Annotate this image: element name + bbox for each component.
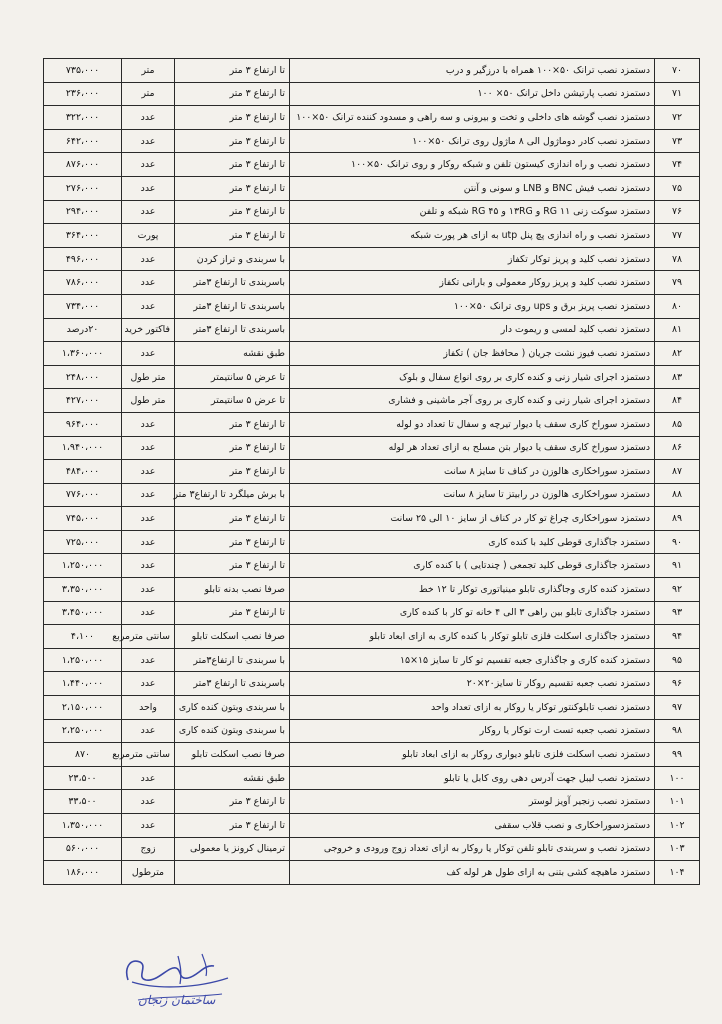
row-unit: عدد [122,271,175,295]
table-row [44,389,700,413]
row-description: دستمزد سوراخکاری هالوزن در رابیتز تا سایز ۸ سانت [290,483,655,507]
row-price: ۱،۴۴۰،۰۰۰ [44,672,122,696]
row-price: ۱،۳۵۰،۰۰۰ [44,814,122,838]
row-unit: مترطول [122,861,175,885]
row-description: دستمزد اجرای شیار زنی و کنده کاری بر روی آجر ماشینی و فشاری [290,389,655,413]
row-condition: تا ارتفاع ۳ متر [175,153,290,177]
table-row [44,530,700,554]
row-description: دستمزد سوکت زنی ۱۱ RG و ۱۳RG و ۴۵ RG شبکه و تلفن [290,200,655,224]
row-number: ۷۳ [655,129,700,153]
table-row [44,648,700,672]
row-unit: عدد [122,507,175,531]
row-condition: با سربندی وبتون کنده کاری [175,719,290,743]
row-number: ۸۸ [655,483,700,507]
row-unit: عدد [122,176,175,200]
table-row [44,766,700,790]
handwritten-signature [118,938,238,1024]
row-price: ۱۸۶،۰۰۰ [44,861,122,885]
table-row [44,342,700,366]
row-condition: تا عرض ۵ سانتیمتر [175,365,290,389]
row-condition: باسربندی تا ارتفاع ۳متر [175,271,290,295]
row-price: ۲۹۴،۰۰۰ [44,200,122,224]
table-row [44,224,700,248]
row-price: ۳۳،۵۰۰ [44,790,122,814]
row-price: ۲،۲۵۰،۰۰۰ [44,719,122,743]
row-condition: تا ارتفاع ۳ متر [175,601,290,625]
row-price: ۴۹۶،۰۰۰ [44,247,122,271]
row-condition: ترمینال کرونز یا معمولی [175,837,290,861]
row-price: ۳،۳۵۰،۰۰۰ [44,578,122,602]
row-unit: عدد [122,483,175,507]
table-row [44,271,700,295]
table-row [44,412,700,436]
row-condition: باسربندی تا ارتفاع ۳متر [175,672,290,696]
row-unit: عدد [122,412,175,436]
row-price: ۳،۴۵۰،۰۰۰ [44,601,122,625]
row-description: دستمزد جاگذاری اسکلت فلزی تابلو توکار با کنده کاری به ازای ابعاد تابلو [290,625,655,649]
row-price: ۴،۱۰۰ [44,625,122,649]
row-price: ۱،۲۵۰،۰۰۰ [44,648,122,672]
row-number: ۷۵ [655,176,700,200]
row-number: ۱۰۴ [655,861,700,885]
row-description: دستمزد نصب زنجیر آویز لوستر [290,790,655,814]
table-row [44,554,700,578]
row-condition: تا ارتفاع ۳ متر [175,814,290,838]
row-number: ۹۹ [655,743,700,767]
row-description: دستمزد نصب گوشه های داخلی و تخت و بیرونی و سه راهی و مسدود کننده ترانک ۵۰×۱۰۰ [290,106,655,130]
row-price: ۸۷۰ [44,743,122,767]
table-row [44,719,700,743]
row-description: دستمزد نصب جعبه تقسیم روکار تا سایز۲۰×۲۰ [290,672,655,696]
row-price: ۷۳۵،۰۰۰ [44,59,122,83]
row-condition: صرفا نصب اسکلت تابلو [175,625,290,649]
row-description: دستمزد نصب اسکلت فلزی تابلو دیواری روکار به ازای ابعاد تابلو [290,743,655,767]
row-condition: تا ارتفاع ۳ متر [175,790,290,814]
row-price: ۶۴۲،۰۰۰ [44,129,122,153]
row-unit: عدد [122,129,175,153]
row-price: ۷۷۶،۰۰۰ [44,483,122,507]
row-number: ۷۹ [655,271,700,295]
row-unit: عدد [122,578,175,602]
row-unit: عدد [122,106,175,130]
row-price: ۱،۳۶۰،۰۰۰ [44,342,122,366]
row-condition: تا ارتفاع ۳ متر [175,106,290,130]
row-condition: با سربندی و تراز کردن [175,247,290,271]
table-row [44,294,700,318]
row-condition: تا ارتفاع ۳ متر [175,59,290,83]
row-description: دستمزد نصب کلید و پریز توکار تکفاز [290,247,655,271]
row-description: دستمزد نصب کلید لمسی و ریموت دار [290,318,655,342]
row-description: دستمزد جاگذاری قوطی کلید با کنده کاری [290,530,655,554]
row-unit: عدد [122,672,175,696]
row-condition: تا ارتفاع ۳ متر [175,554,290,578]
row-condition: تا ارتفاع ۳ متر [175,129,290,153]
row-price: ۲۰درصد [44,318,122,342]
row-price: ۲،۱۵۰،۰۰۰ [44,696,122,720]
row-unit: متر [122,59,175,83]
row-number: ۷۲ [655,106,700,130]
table-row [44,625,700,649]
row-number: ۸۵ [655,412,700,436]
row-unit: عدد [122,554,175,578]
row-description: دستمزد کنده کاری وجاگذاری تابلو مینیاتوری توکار تا ۱۲ خط [290,578,655,602]
row-condition: با سربندی وبتون کنده کاری [175,696,290,720]
row-condition: با برش میلگرد تا ارتفاع۳ متر [175,483,290,507]
row-description: دستمزد سوراخکاری هالوزن در کناف تا سایز ۸ سانت [290,460,655,484]
table-row [44,106,700,130]
row-number: ۸۳ [655,365,700,389]
row-condition: طبق نقشه [175,342,290,366]
row-number: ۹۵ [655,648,700,672]
table-row [44,601,700,625]
row-number: ۱۰۲ [655,814,700,838]
row-unit: عدد [122,790,175,814]
row-unit: زوج [122,837,175,861]
row-condition: صرفا نصب اسکلت تابلو [175,743,290,767]
row-description: دستمزد نصب فیوز نشت جریان ( محافظ جان ) تکفاز [290,342,655,366]
row-number: ۱۰۳ [655,837,700,861]
row-price: ۱،۲۵۰،۰۰۰ [44,554,122,578]
table-row [44,507,700,531]
row-number: ۹۷ [655,696,700,720]
row-price: ۷۳۴،۰۰۰ [44,294,122,318]
row-unit: عدد [122,814,175,838]
row-unit: عدد [122,436,175,460]
row-unit: عدد [122,342,175,366]
row-unit: واحد [122,696,175,720]
row-unit: عدد [122,247,175,271]
table-row [44,861,700,885]
row-description: دستمزد سوراخ کاری سقف یا دیوار تیرچه و سفال تا تعداد دو لوله [290,412,655,436]
row-condition: تا ارتفاع ۳ متر [175,436,290,460]
row-price: ۳۲۲،۰۰۰ [44,106,122,130]
row-number: ۷۰ [655,59,700,83]
row-number: ۸۷ [655,460,700,484]
table-row [44,743,700,767]
table-row [44,837,700,861]
row-description: دستمزدسوراخکاری و نصب قلاب سقفی [290,814,655,838]
row-condition: تا ارتفاع ۳ متر [175,200,290,224]
row-number: ۸۹ [655,507,700,531]
row-number: ۹۰ [655,530,700,554]
table-row [44,82,700,106]
row-number: ۸۲ [655,342,700,366]
table-row [44,790,700,814]
row-condition: تا ارتفاع ۳ متر [175,176,290,200]
table-row [44,365,700,389]
table-row [44,153,700,177]
table-row [44,247,700,271]
table-row [44,59,700,83]
row-price: ۴۲۷،۰۰۰ [44,389,122,413]
price-list-body [44,59,700,885]
table-row [44,696,700,720]
row-description: دستمزد جاگذاری تابلو بین راهی ۳ الی ۴ خانه تو کار با کنده کاری [290,601,655,625]
table-row [44,578,700,602]
row-number: ۸۱ [655,318,700,342]
row-unit: عدد [122,294,175,318]
row-condition: باسربندی تا ارتفاع ۳متر [175,294,290,318]
price-list-table [43,58,700,885]
row-description: دستمزد نصب و راه اندازی کیستون تلفن و شبکه روکار و روی ترانک ۵۰×۱۰۰ [290,153,655,177]
row-price: ۷۲۵،۰۰۰ [44,530,122,554]
row-number: ۷۸ [655,247,700,271]
row-number: ۹۱ [655,554,700,578]
row-number: ۷۶ [655,200,700,224]
row-unit: عدد [122,719,175,743]
row-number: ۷۴ [655,153,700,177]
row-number: ۸۴ [655,389,700,413]
row-description: دستمزد سوراخکاری چراغ تو کار در کناف از سایز ۱۰ الی ۲۵ سانت [290,507,655,531]
table-row [44,814,700,838]
row-price: ۷۴۵،۰۰۰ [44,507,122,531]
row-description: دستمزد نصب و سربندی تابلو تلفن توکار یا روکار به ازای تعداد زوج ورودی و خروجی [290,837,655,861]
row-condition: باسربندی تا ارتفاع ۳متر [175,318,290,342]
row-description: دستمزد نصب کلید و پریز روکار معمولی و بارانی تکفاز [290,271,655,295]
row-description: دستمزد نصب ترانک ۵۰×۱۰۰ همراه با درزگیر و درب [290,59,655,83]
row-price: ۵۶۰،۰۰۰ [44,837,122,861]
row-description: دستمزد نصب پریز برق و ups روی ترانک ۵۰×۱۰۰ [290,294,655,318]
row-description: دستمزد نصب فیش BNC و LNB و سونی و آنتن [290,176,655,200]
row-unit: پورت [122,224,175,248]
row-condition [175,861,290,885]
row-number: ۹۶ [655,672,700,696]
row-price: ۸۷۶،۰۰۰ [44,153,122,177]
row-number: ۸۰ [655,294,700,318]
table-row [44,483,700,507]
row-unit: عدد [122,530,175,554]
row-unit: عدد [122,766,175,790]
row-condition: تا ارتفاع ۳ متر [175,82,290,106]
row-unit: عدد [122,460,175,484]
row-number: ۹۴ [655,625,700,649]
row-condition: تا ارتفاع ۳ متر [175,224,290,248]
row-condition: تا ارتفاع ۳ متر [175,507,290,531]
row-number: ۹۳ [655,601,700,625]
row-number: ۹۲ [655,578,700,602]
row-price: ۴۸۴،۰۰۰ [44,460,122,484]
row-description: دستمزد نصب جعبه تست ارت توکار یا روکار [290,719,655,743]
row-price: ۲۳،۵۰۰ [44,766,122,790]
table-row [44,200,700,224]
row-unit: عدد [122,200,175,224]
row-unit: متر طول [122,365,175,389]
row-price: ۲۷۶،۰۰۰ [44,176,122,200]
table-row [44,176,700,200]
row-condition: تا ارتفاع ۳ متر [175,412,290,436]
row-unit: عدد [122,153,175,177]
row-price: ۱،۹۴۰،۰۰۰ [44,436,122,460]
row-unit: متر [122,82,175,106]
row-description: دستمزد جاگذاری قوطی کلید تجمعی ( چندتایی ) با کنده کاری [290,554,655,578]
row-description: دستمزد نصب و راه اندازی پچ پنل utp به ازای هر پورت شبکه [290,224,655,248]
row-description: دستمزد نصب کادر دوماژول الی ۸ ماژول روی ترانک ۵۰×۱۰۰ [290,129,655,153]
row-price: ۲۳۶،۰۰۰ [44,82,122,106]
row-number: ۱۰۱ [655,790,700,814]
row-condition: تا ارتفاع ۳ متر [175,460,290,484]
table-row [44,460,700,484]
row-price: ۳۶۴،۰۰۰ [44,224,122,248]
row-number: ۷۱ [655,82,700,106]
row-condition: صرفا نصب بدنه تابلو [175,578,290,602]
row-description: دستمزد نصب پارتیشن داخل ترانک ۵۰× ۱۰۰ [290,82,655,106]
table-row [44,129,700,153]
row-number: ۹۸ [655,719,700,743]
row-condition: تا عرض ۵ سانتیمتر [175,389,290,413]
signature-caption: ساختمان زنجان [138,993,216,1007]
table-row [44,436,700,460]
row-unit: فاکتور خرید [122,318,175,342]
row-unit: عدد [122,601,175,625]
row-price: ۹۶۴،۰۰۰ [44,412,122,436]
row-description: دستمزد ماهیچه کشی بتنی به ازای طول هر لوله کف [290,861,655,885]
row-unit: سانتی مترمربع [122,743,175,767]
row-number: ۱۰۰ [655,766,700,790]
row-price: ۷۸۶،۰۰۰ [44,271,122,295]
row-unit: سانتی مترمربع [122,625,175,649]
row-unit: عدد [122,648,175,672]
row-condition: طبق نقشه [175,766,290,790]
row-number: ۸۶ [655,436,700,460]
row-description: دستمزد کنده کاری و جاگذاری جعبه تقسیم تو کار تا سایز ۱۵×۱۵ [290,648,655,672]
row-description: دستمزد نصب تابلوکنتور توکار یا روکار به ازای تعداد واحد [290,696,655,720]
row-condition: با سربندی تا ارتفاع۳متر [175,648,290,672]
table-row [44,318,700,342]
row-number: ۷۷ [655,224,700,248]
table-row [44,672,700,696]
row-price: ۲۴۸،۰۰۰ [44,365,122,389]
row-description: دستمزد نصب لیبل جهت آدرس دهی روی کابل یا تابلو [290,766,655,790]
row-description: دستمزد سوراخ کاری سقف یا دیوار بتن مسلح به ازای تعداد هر لوله [290,436,655,460]
row-condition: تا ارتفاع ۳ متر [175,530,290,554]
row-unit: متر طول [122,389,175,413]
row-description: دستمزد اجرای شیار زنی و کنده کاری بر روی انواع سفال و بلوک [290,365,655,389]
